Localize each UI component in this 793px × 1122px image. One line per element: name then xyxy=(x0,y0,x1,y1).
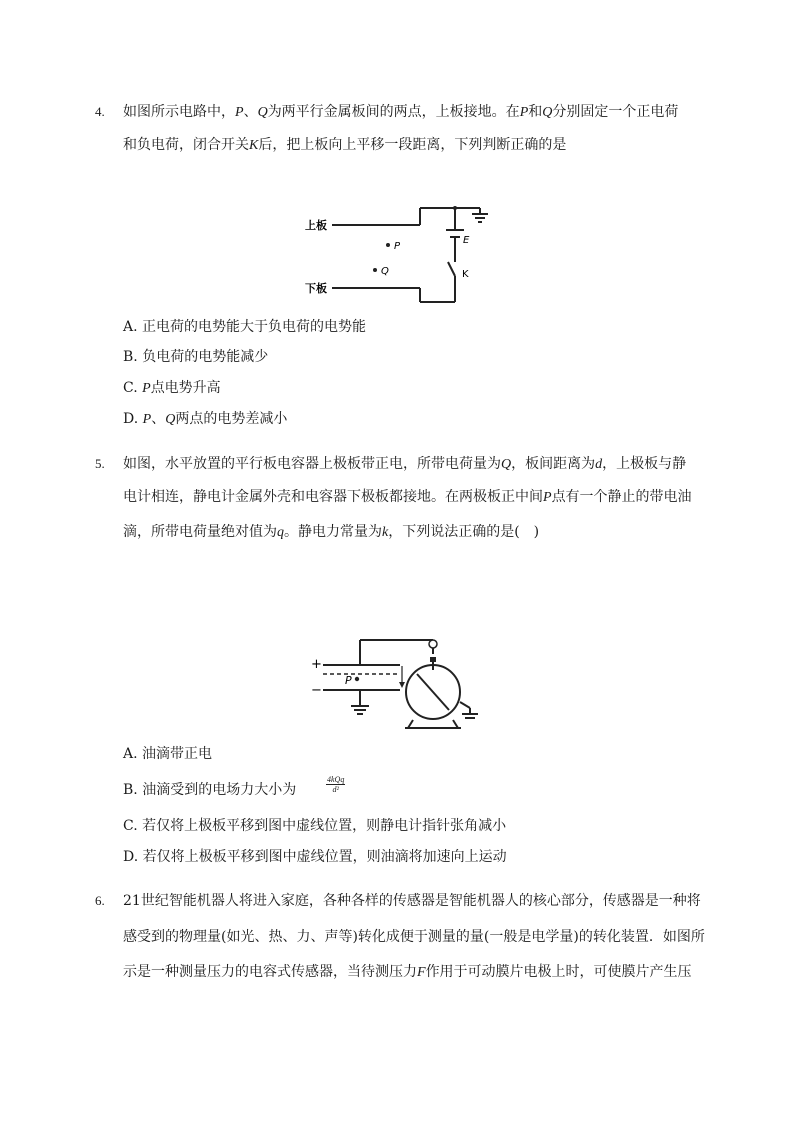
point-q-label: Q xyxy=(381,266,389,277)
question-stem-line: 电计相连，静电计金属外壳和电容器下极板都接地。在两极板正中间P点有一个静止的带电油 xyxy=(123,489,692,505)
question-number: 6. xyxy=(95,893,105,908)
capacitor-electrometer-diagram xyxy=(305,630,495,735)
point-p-label: P xyxy=(345,674,352,687)
minus-sign: − xyxy=(311,683,322,698)
option-b[interactable]: B. 油滴受到的电场力大小为 xyxy=(123,782,297,798)
question-stem-line: 21世纪智能机器人将进入家庭，各种各样的传感器是智能机器人的核心部分，传感器是一种将 xyxy=(123,893,701,909)
question-number: 4. xyxy=(95,104,105,119)
force-fraction: 4kQq d² xyxy=(327,775,345,794)
question-stem-line: 和负电荷，闭合开关K后，把上板向上平移一段距离，下列判断正确的是 xyxy=(123,137,567,153)
question-stem-line: 滴，所带电荷量绝对值为q。静电力常量为k，下列说法正确的是( ) xyxy=(123,524,540,540)
point-p-label: P xyxy=(394,241,401,252)
question-stem-line: 感受到的物理量(如光、热、力、声等)转化成便于测量的量(一般是电学量)的转化装置．如图所 xyxy=(123,929,705,945)
option-a[interactable]: A. 正电荷的电势能大于负电荷的电势能 xyxy=(123,319,367,335)
question-stem-line: 如图，水平放置的平行板电容器上极板带正电，所带电荷量为Q，板间距离为d，上极板与静 xyxy=(123,456,687,472)
option-d[interactable]: D. 若仅将上极板平移到图中虚线位置，则油滴将加速向上运动 xyxy=(123,849,507,865)
circuit-diagram xyxy=(300,200,500,310)
option-b[interactable]: B. 负电荷的电势能减少 xyxy=(123,349,269,365)
switch-k-label: K xyxy=(462,269,469,280)
plus-sign: + xyxy=(311,657,322,672)
question-number: 5. xyxy=(95,456,105,471)
question-stem-line: 示是一种测量压力的电容式传感器，当待测压力F作用于可动膜片电极上时，可使膜片产生压 xyxy=(123,964,692,980)
option-c[interactable]: C. 若仅将上极板平移到图中虚线位置，则静电计指针张角减小 xyxy=(123,818,507,834)
option-a[interactable]: A. 油滴带正电 xyxy=(123,746,213,762)
option-d[interactable]: D. P、Q两点的电势差减小 xyxy=(123,411,288,427)
question-stem-line: 如图所示电路中，P、Q为两平行金属板间的两点，上板接地。在P和Q分别固定一个正电荷 xyxy=(123,104,679,120)
upper-plate-label: 上板 xyxy=(305,219,327,232)
lower-plate-label: 下板 xyxy=(305,282,327,295)
battery-e-label: E xyxy=(463,235,470,246)
option-c[interactable]: C. P点电势升高 xyxy=(123,380,221,396)
